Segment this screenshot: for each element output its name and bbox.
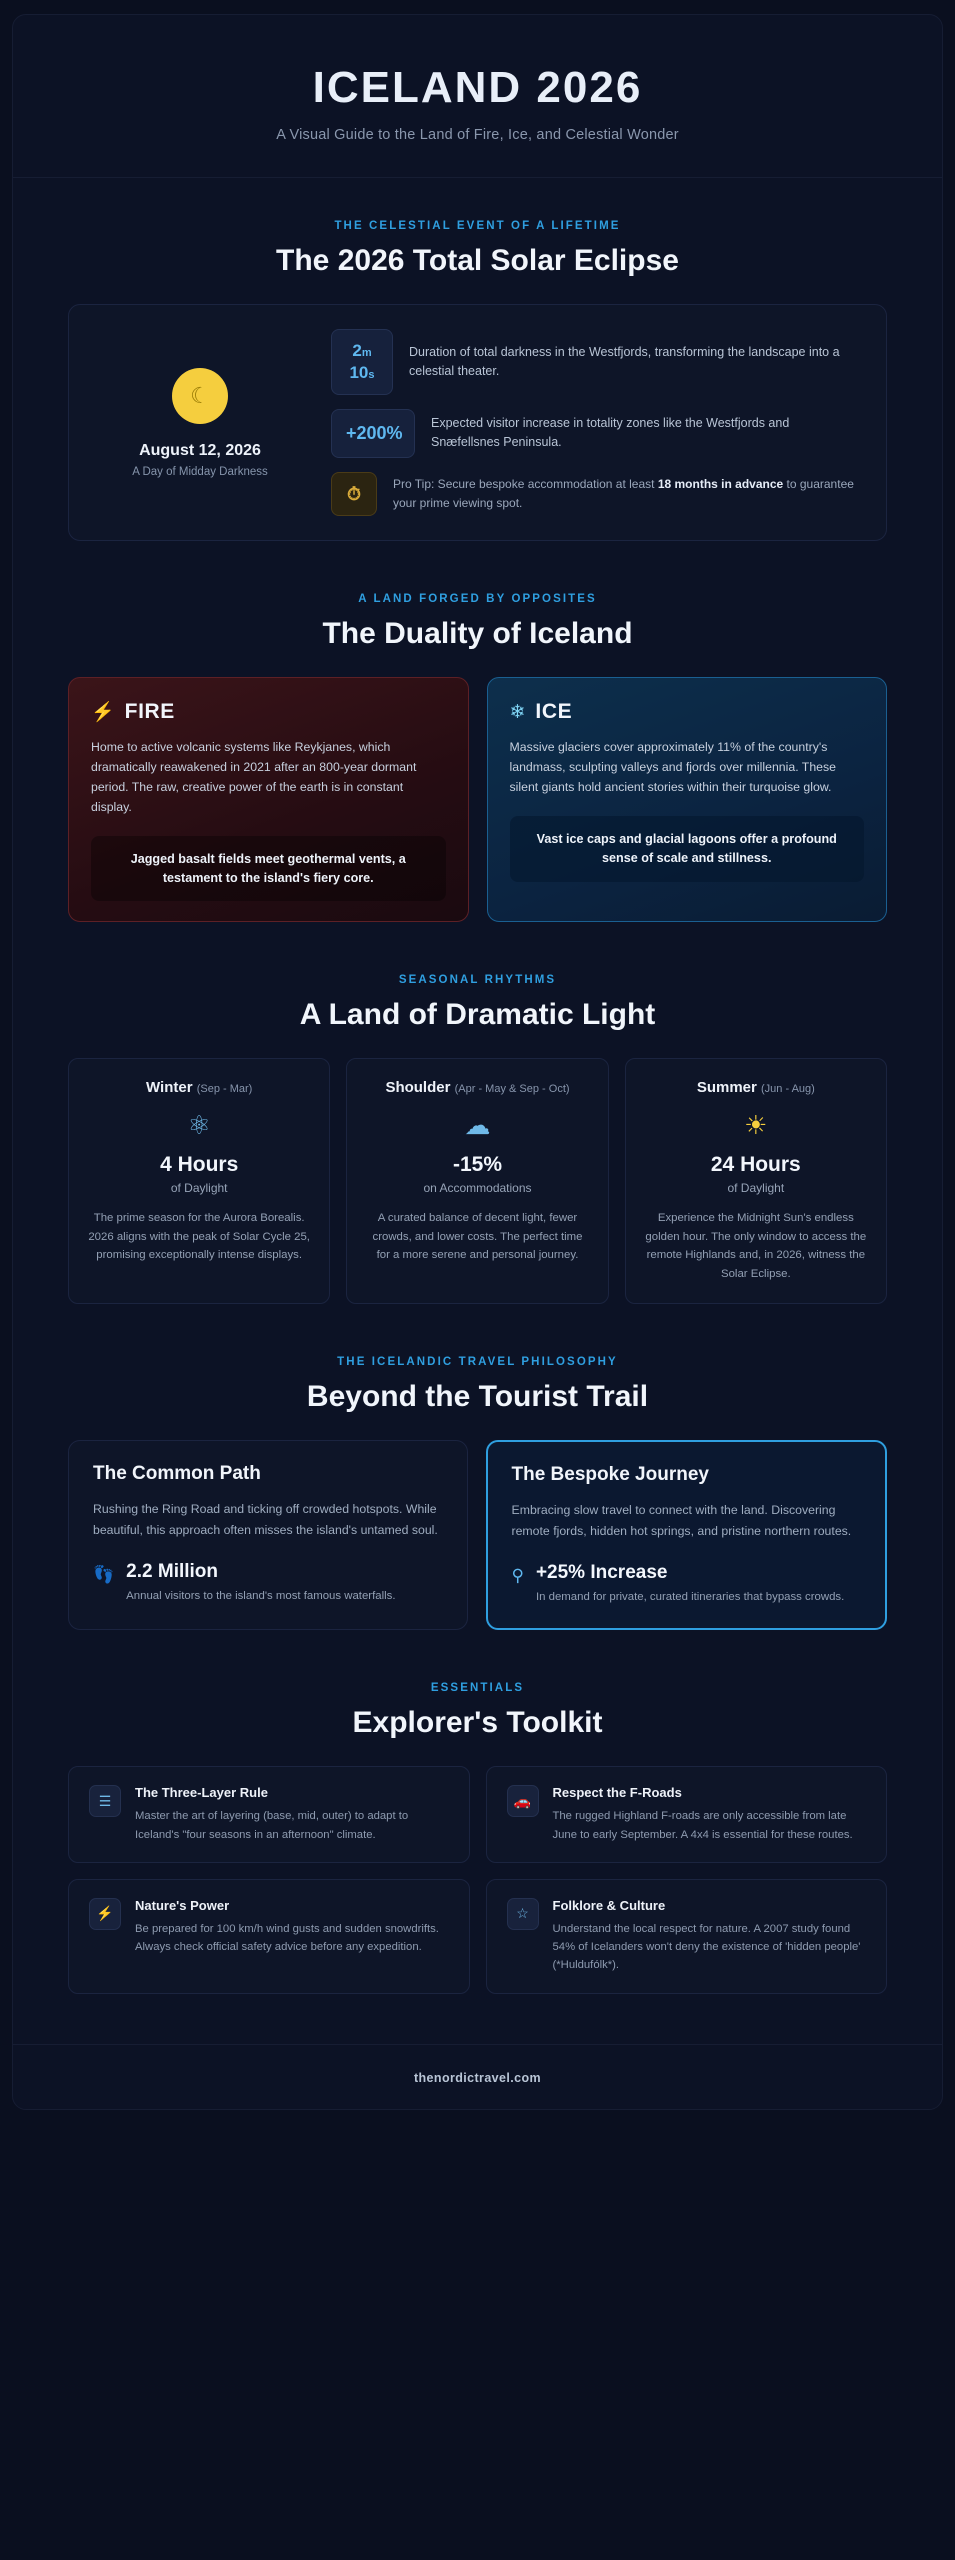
season-summer-name xyxy=(644,1079,868,1096)
clock-icon: ⏱ xyxy=(331,472,377,517)
common-path-card xyxy=(68,1440,468,1630)
duality-cards xyxy=(68,677,887,922)
seasons-eyebrow: SEASONAL RHYTHMS xyxy=(398,974,557,987)
season-shoulder-desc: A curated balance of decent light, fewer crowds, and lower costs. The perfect time for a more serene and personal journey. xyxy=(372,1212,583,1262)
toolkit-item-desc: The rugged Highland F-roads are only accessible from late June to early September. A 4x4 is essential for these routes. xyxy=(552,1810,853,1841)
season-shoulder-name xyxy=(365,1079,589,1096)
fire-body: Home to active volcanic systems like Reykjanes, which dramatically reawakened in 2021 after an 800-year dormant period. The raw, creative power of the earth is in constant display. xyxy=(91,740,417,814)
toolkit-item-desc: Master the art of layering (base, mid, outer) to adapt to Iceland's "four seasons in an afternoon" climate. xyxy=(135,1810,409,1841)
bespoke-journey-number: +25% Increase xyxy=(535,1561,668,1583)
season-shoulder-months: (Apr - May & Sep - Oct) xyxy=(454,1083,570,1096)
duality-section xyxy=(13,551,942,932)
toolkit-item-title: The Three-Layer Rule xyxy=(135,1785,268,1801)
toolkit-item-desc: Understand the local respect for nature. A 2007 study found 54% of Icelanders won't deny the existence of 'hidden people' (*Huldufólk*). xyxy=(552,1922,861,1972)
toolkit-item xyxy=(486,1766,888,1863)
fire-card xyxy=(68,677,469,922)
lightning-icon: ⚡ xyxy=(91,702,115,723)
season-card-summer xyxy=(625,1058,887,1304)
bolt-icon: ⚡ xyxy=(89,1898,121,1930)
ice-body: Massive glaciers cover approximately 11% of the country's landmass, sculpting valleys and fjords over millennia. These silent giants hold ancient stories within their turquoise glow. xyxy=(509,740,836,794)
season-shoulder-value: -15% xyxy=(452,1153,502,1177)
toolkit-item-title: Respect the F-Roads xyxy=(552,1785,682,1801)
ice-card xyxy=(487,677,888,922)
season-winter-value: 4 Hours xyxy=(160,1153,239,1177)
toolkit-cards xyxy=(68,1766,887,1993)
footer xyxy=(13,2044,942,2109)
duration-minutes-unit: m xyxy=(361,347,372,359)
season-card-shoulder xyxy=(346,1058,608,1304)
fire-label: FIRE xyxy=(124,700,175,723)
common-path-title: The Common Path xyxy=(93,1463,261,1485)
eclipse-date: August 12, 2026 xyxy=(139,441,261,459)
eclipse-tip-text xyxy=(393,475,860,512)
eclipse-card xyxy=(68,304,887,541)
eclipse-visitors-chip: +200% xyxy=(331,409,415,458)
duality-eyebrow: A LAND FORGED BY OPPOSITES xyxy=(358,593,597,605)
footer-url[interactable]: thenordictravel.com xyxy=(413,2070,542,2085)
bespoke-journey-card xyxy=(486,1440,888,1630)
layers-icon: ☰ xyxy=(89,1785,121,1817)
season-summer-value-sub: of Daylight xyxy=(727,1181,785,1196)
philosophy-section xyxy=(13,1314,942,1640)
ice-header xyxy=(510,700,865,724)
seasons-cards xyxy=(68,1058,887,1304)
season-winter-months: (Sep - Mar) xyxy=(196,1083,253,1096)
toolkit-title: Explorer's Toolkit xyxy=(352,1706,603,1740)
ice-label: ICE xyxy=(535,700,573,723)
aurora-icon: ⚛ xyxy=(187,1110,211,1141)
eclipse-duration-row xyxy=(331,329,860,395)
bespoke-journey-stat xyxy=(512,1562,862,1607)
eclipse-duration-text: Duration of total darkness in the Westfjords, transforming the landscape into a celestial theater. xyxy=(409,344,840,378)
eclipse-tip-row xyxy=(331,472,860,517)
bespoke-journey-body: Embracing slow travel to connect with the land. Discovering remote fjords, hidden hot springs, and pristine northern routes. xyxy=(511,1503,852,1538)
season-winter-name xyxy=(87,1079,311,1096)
duration-seconds: 10 xyxy=(349,363,369,382)
bespoke-journey-title: The Bespoke Journey xyxy=(511,1464,709,1486)
philosophy-title: Beyond the Tourist Trail xyxy=(306,1380,649,1414)
eclipse-section xyxy=(13,178,942,551)
duration-seconds-unit: s xyxy=(368,369,375,381)
toolkit-item xyxy=(68,1766,470,1863)
vehicle-icon: 🚗 xyxy=(507,1785,539,1817)
eclipse-date-block xyxy=(95,368,305,478)
eclipse-eyebrow: THE CELESTIAL EVENT OF A LIFETIME xyxy=(334,220,621,232)
toolkit-item xyxy=(68,1879,470,1994)
season-winter-desc: The prime season for the Aurora Borealis. 2026 aligns with the peak of Solar Cycle 25, promising exceptionally intense displays. xyxy=(88,1212,310,1262)
common-path-body: Rushing the Ring Road and ticking off crowded hotspots. While beautiful, this approach often misses the island's untamed soul. xyxy=(93,1502,438,1537)
toolkit-eyebrow: ESSENTIALS xyxy=(430,1682,525,1695)
footprints-icon: 👣 xyxy=(93,1564,115,1584)
philosophy-eyebrow: THE ICELANDIC TRAVEL PHILOSOPHY xyxy=(337,1356,618,1369)
toolkit-item-title: Nature's Power xyxy=(135,1897,230,1913)
snowflake-icon: ❄ xyxy=(509,701,526,723)
toolkit-item-title: Folklore & Culture xyxy=(552,1897,666,1913)
cloud-icon: ☁ xyxy=(464,1110,491,1141)
season-card-winter xyxy=(68,1058,330,1304)
common-path-caption: Annual visitors to the island's most famous waterfalls. xyxy=(126,1589,396,1602)
page-title: ICELAND 2026 xyxy=(312,63,643,112)
bespoke-journey-caption: In demand for private, curated itineraries that bypass crowds. xyxy=(535,1590,845,1603)
tip-post: to guarantee your prime viewing spot. xyxy=(393,477,854,510)
season-shoulder-value-sub: on Accommodations xyxy=(423,1181,532,1196)
seasons-section xyxy=(13,932,942,1314)
hero-section xyxy=(13,15,942,178)
eclipse-glyph-icon: ☾ xyxy=(172,368,228,424)
tip-bold: 18 months in advance xyxy=(657,477,784,492)
sun-icon: ☀ xyxy=(744,1110,768,1141)
season-winter-label: Winter xyxy=(146,1079,193,1097)
eclipse-date-caption: A Day of Midday Darkness xyxy=(132,465,268,478)
season-summer-value: 24 Hours xyxy=(710,1153,801,1177)
eclipse-duration-chip xyxy=(331,329,393,395)
duality-title: The Duality of Iceland xyxy=(322,617,633,650)
season-summer-desc: Experience the Midnight Sun's endless golden hour. The only window to access the remote Highlands and, in 2026, witness the Solar Eclipse. xyxy=(645,1212,867,1280)
toolkit-section xyxy=(13,1640,942,2003)
page-subtitle: A Visual Guide to the Land of Fire, Ice, and Celestial Wonder xyxy=(276,127,679,143)
tip-pre: Pro Tip: Secure bespoke accommodation at least xyxy=(393,477,658,492)
infographic-sheet xyxy=(12,14,943,2110)
toolkit-item-desc: Be prepared for 100 km/h wind gusts and sudden snowdrifts. Always check official safety advice before any expedition. xyxy=(135,1922,439,1954)
season-summer-label: Summer xyxy=(696,1079,757,1097)
duration-minutes: 2 xyxy=(352,341,362,360)
common-path-number: 2.2 Million xyxy=(126,1560,219,1582)
fire-quote: Jagged basalt fields meet geothermal vents, a testament to the island's fiery core. xyxy=(91,836,446,902)
season-winter-value-sub: of Daylight xyxy=(170,1181,228,1196)
seasons-title: A Land of Dramatic Light xyxy=(299,998,656,1032)
eclipse-title: The 2026 Total Solar Eclipse xyxy=(276,244,679,277)
eclipse-stats xyxy=(331,329,860,516)
season-shoulder-label: Shoulder xyxy=(385,1079,451,1097)
fire-header xyxy=(91,700,446,724)
compass-icon: ⚲ xyxy=(511,1565,524,1585)
season-summer-months: (Jun - Aug) xyxy=(761,1083,815,1096)
star-icon: ☆ xyxy=(507,1898,539,1930)
philosophy-cards xyxy=(68,1440,887,1630)
eclipse-visitors-row xyxy=(331,409,860,458)
common-path-stat xyxy=(93,1561,443,1606)
ice-quote: Vast ice caps and glacial lagoons offer a profound sense of scale and stillness. xyxy=(510,816,865,882)
toolkit-item xyxy=(486,1879,888,1994)
eclipse-visitors-text: Expected visitor increase in totality zones like the Westfjords and Snæfellsnes Peninsula. xyxy=(431,415,790,450)
